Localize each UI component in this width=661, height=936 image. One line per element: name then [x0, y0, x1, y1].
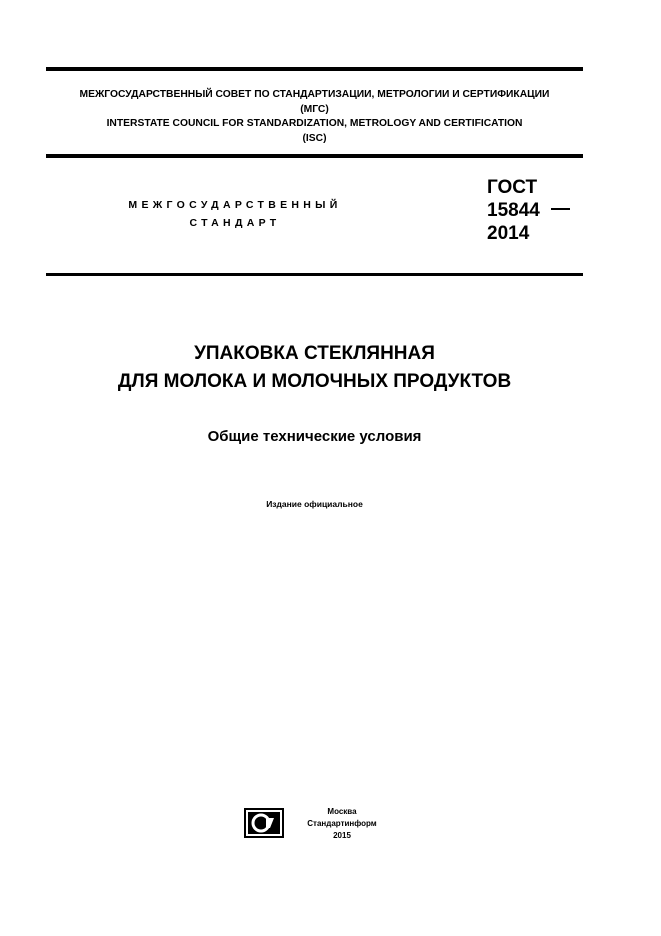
standartinform-logo-icon — [244, 808, 284, 838]
gost-number-wrap — [487, 199, 540, 222]
gost-number: 15844 — [487, 200, 540, 221]
title-line2: ДЛЯ МОЛОКА И МОЛОЧНЫХ ПРОДУКТОВ — [117, 371, 512, 392]
gost-designation — [487, 176, 540, 245]
standard-type-line1: МЕЖГОСУДАРСТВЕННЫЙ — [128, 199, 342, 211]
document-subtitle: Общие технические условия — [207, 428, 422, 445]
publisher-city: Москва — [327, 807, 357, 816]
document-title — [46, 340, 583, 396]
council-header — [46, 88, 583, 146]
top-rule — [46, 67, 583, 71]
council-name-en: INTERSTATE COUNCIL FOR STANDARDIZATION, METROLOGY AND CERTIFICATION — [106, 118, 523, 129]
publisher-year: 2015 — [333, 831, 351, 840]
gost-dash — [551, 208, 570, 210]
title-line1: УПАКОВКА СТЕКЛЯННАЯ — [194, 343, 435, 364]
publisher-info — [292, 806, 392, 842]
council-abbr-en: (ISC) — [302, 132, 327, 144]
standard-type-line2: СТАНДАРТ — [189, 217, 281, 229]
council-name-ru: МЕЖГОСУДАРСТВЕННЫЙ СОВЕТ ПО СТАНДАРТИЗАЦИИ, МЕТРОЛОГИИ И СЕРТИФИКАЦИИ — [79, 89, 550, 100]
edition-note: Издание официальное — [266, 499, 363, 509]
gost-label: ГОСТ — [487, 177, 538, 198]
council-abbr-ru: (МГС) — [300, 103, 329, 115]
standard-type — [120, 196, 350, 232]
publisher-name: Стандартинформ — [307, 819, 377, 828]
designation-bottom-rule — [46, 273, 583, 276]
gost-year: 2014 — [487, 223, 530, 244]
header-bottom-rule — [46, 154, 583, 158]
